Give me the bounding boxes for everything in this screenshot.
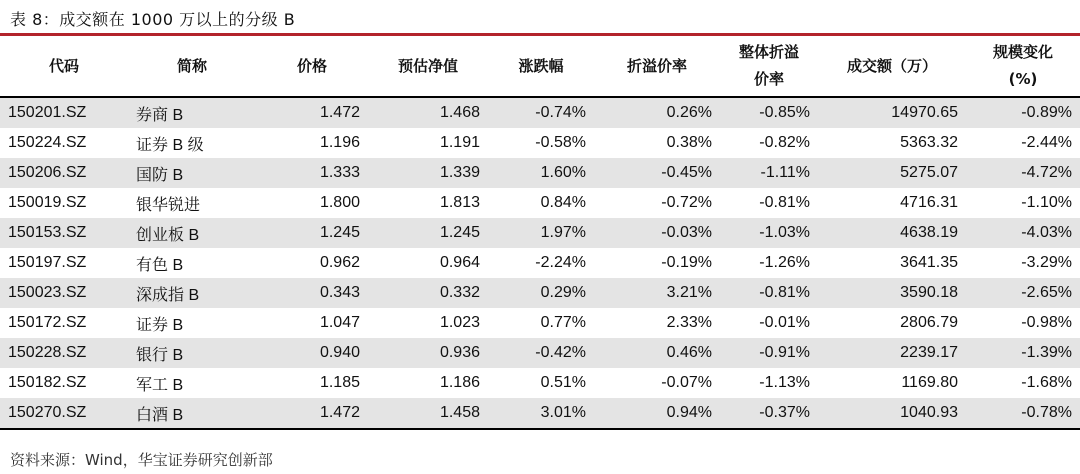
col-header-overall-premium-line1: 整体折溢 [738, 43, 799, 61]
cell-change: -0.74% [488, 97, 594, 128]
cell-nav: 0.332 [368, 278, 488, 308]
cell-premium: -0.07% [594, 368, 720, 398]
cell-volume: 14970.65 [818, 97, 966, 128]
cell-change: 0.29% [488, 278, 594, 308]
cell-nav: 1.245 [368, 218, 488, 248]
cell-name: 军工 B [128, 368, 256, 398]
col-header-volume: 成交额（万） [818, 36, 966, 97]
cell-scale-change: -4.72% [966, 158, 1080, 188]
cell-volume: 3641.35 [818, 248, 966, 278]
cell-price: 1.185 [256, 368, 368, 398]
table-row [0, 97, 1080, 128]
cell-code: 150206.SZ [0, 158, 128, 188]
cell-volume: 1169.80 [818, 368, 966, 398]
cell-overall-premium: -0.81% [720, 188, 818, 218]
table-body [0, 97, 1080, 429]
col-header-scale-change [966, 36, 1080, 97]
cell-scale-change: -2.44% [966, 128, 1080, 158]
cell-change: 1.97% [488, 218, 594, 248]
cell-price: 0.962 [256, 248, 368, 278]
table-row [0, 308, 1080, 338]
cell-scale-change: -0.98% [966, 308, 1080, 338]
cell-overall-premium: -0.82% [720, 128, 818, 158]
cell-nav: 1.339 [368, 158, 488, 188]
cell-code: 150270.SZ [0, 398, 128, 429]
table-row [0, 278, 1080, 308]
cell-price: 1.333 [256, 158, 368, 188]
cell-change: -0.42% [488, 338, 594, 368]
col-header-change: 涨跌幅 [488, 36, 594, 97]
table-header-row [0, 36, 1080, 97]
cell-code: 150019.SZ [0, 188, 128, 218]
cell-overall-premium: -0.81% [720, 278, 818, 308]
table-row [0, 188, 1080, 218]
cell-overall-premium: -1.13% [720, 368, 818, 398]
cell-change: 0.77% [488, 308, 594, 338]
cell-code: 150182.SZ [0, 368, 128, 398]
cell-scale-change: -0.78% [966, 398, 1080, 429]
cell-name: 国防 B [128, 158, 256, 188]
cell-overall-premium: -1.11% [720, 158, 818, 188]
cell-scale-change: -0.89% [966, 97, 1080, 128]
cell-scale-change: -1.68% [966, 368, 1080, 398]
cell-scale-change: -2.65% [966, 278, 1080, 308]
table-row [0, 218, 1080, 248]
cell-price: 1.047 [256, 308, 368, 338]
cell-change: 1.60% [488, 158, 594, 188]
cell-volume: 5363.32 [818, 128, 966, 158]
cell-overall-premium: -1.03% [720, 218, 818, 248]
cell-name: 证券 B 级 [128, 128, 256, 158]
cell-scale-change: -1.10% [966, 188, 1080, 218]
cell-volume: 4638.19 [818, 218, 966, 248]
cell-change: 0.51% [488, 368, 594, 398]
cell-premium: 3.21% [594, 278, 720, 308]
cell-price: 1.472 [256, 398, 368, 429]
cell-premium: 0.38% [594, 128, 720, 158]
cell-change: -0.58% [488, 128, 594, 158]
cell-premium: -0.72% [594, 188, 720, 218]
cell-overall-premium: -0.01% [720, 308, 818, 338]
cell-code: 150224.SZ [0, 128, 128, 158]
col-header-scale-change-line2: (%) [1008, 70, 1038, 88]
cell-volume: 4716.31 [818, 188, 966, 218]
cell-price: 1.245 [256, 218, 368, 248]
cell-scale-change: -4.03% [966, 218, 1080, 248]
table-caption: 表 8：成交额在 1000 万以上的分级 B [10, 10, 296, 29]
cell-code: 150023.SZ [0, 278, 128, 308]
col-header-overall-premium-line2: 价率 [753, 70, 784, 88]
cell-volume: 2806.79 [818, 308, 966, 338]
table-row [0, 158, 1080, 188]
cell-volume: 1040.93 [818, 398, 966, 429]
cell-overall-premium: -0.85% [720, 97, 818, 128]
table-row [0, 338, 1080, 368]
cell-premium: 0.94% [594, 398, 720, 429]
table-row [0, 368, 1080, 398]
table-row [0, 398, 1080, 429]
cell-premium: -0.45% [594, 158, 720, 188]
cell-code: 150153.SZ [0, 218, 128, 248]
cell-name: 证券 B [128, 308, 256, 338]
cell-price: 0.343 [256, 278, 368, 308]
cell-name: 银华锐进 [128, 188, 256, 218]
cell-overall-premium: -1.26% [720, 248, 818, 278]
cell-scale-change: -1.39% [966, 338, 1080, 368]
cell-code: 150228.SZ [0, 338, 128, 368]
cell-code: 150197.SZ [0, 248, 128, 278]
col-header-nav: 预估净值 [368, 36, 488, 97]
cell-premium: 0.26% [594, 97, 720, 128]
cell-change: -2.24% [488, 248, 594, 278]
cell-name: 创业板 B [128, 218, 256, 248]
col-header-overall-premium [720, 36, 818, 97]
cell-code: 150201.SZ [0, 97, 128, 128]
col-header-premium: 折溢价率 [594, 36, 720, 97]
cell-premium: -0.03% [594, 218, 720, 248]
cell-nav: 1.813 [368, 188, 488, 218]
cell-name: 深成指 B [128, 278, 256, 308]
cell-price: 0.940 [256, 338, 368, 368]
cell-premium: -0.19% [594, 248, 720, 278]
cell-overall-premium: -0.91% [720, 338, 818, 368]
cell-volume: 5275.07 [818, 158, 966, 188]
cell-price: 1.196 [256, 128, 368, 158]
cell-nav: 1.191 [368, 128, 488, 158]
cell-nav: 0.936 [368, 338, 488, 368]
cell-premium: 0.46% [594, 338, 720, 368]
source-note: 资料来源：Wind，华宝证券研究创新部 [10, 451, 273, 469]
cell-code: 150172.SZ [0, 308, 128, 338]
cell-volume: 3590.18 [818, 278, 966, 308]
cell-scale-change: -3.29% [966, 248, 1080, 278]
cell-nav: 1.458 [368, 398, 488, 429]
cell-price: 1.472 [256, 97, 368, 128]
cell-overall-premium: -0.37% [720, 398, 818, 429]
col-header-price: 价格 [256, 36, 368, 97]
cell-premium: 2.33% [594, 308, 720, 338]
cell-name: 银行 B [128, 338, 256, 368]
cell-nav: 1.468 [368, 97, 488, 128]
table-row [0, 128, 1080, 158]
col-header-code: 代码 [0, 36, 128, 97]
table-row [0, 248, 1080, 278]
cell-nav: 0.964 [368, 248, 488, 278]
fund-table [0, 36, 1080, 430]
col-header-scale-change-line1: 规模变化 [992, 43, 1053, 61]
col-header-name: 简称 [128, 36, 256, 97]
cell-change: 0.84% [488, 188, 594, 218]
cell-volume: 2239.17 [818, 338, 966, 368]
cell-nav: 1.186 [368, 368, 488, 398]
cell-nav: 1.023 [368, 308, 488, 338]
cell-change: 3.01% [488, 398, 594, 429]
cell-name: 券商 B [128, 97, 256, 128]
cell-name: 有色 B [128, 248, 256, 278]
cell-name: 白酒 B [128, 398, 256, 429]
cell-price: 1.800 [256, 188, 368, 218]
